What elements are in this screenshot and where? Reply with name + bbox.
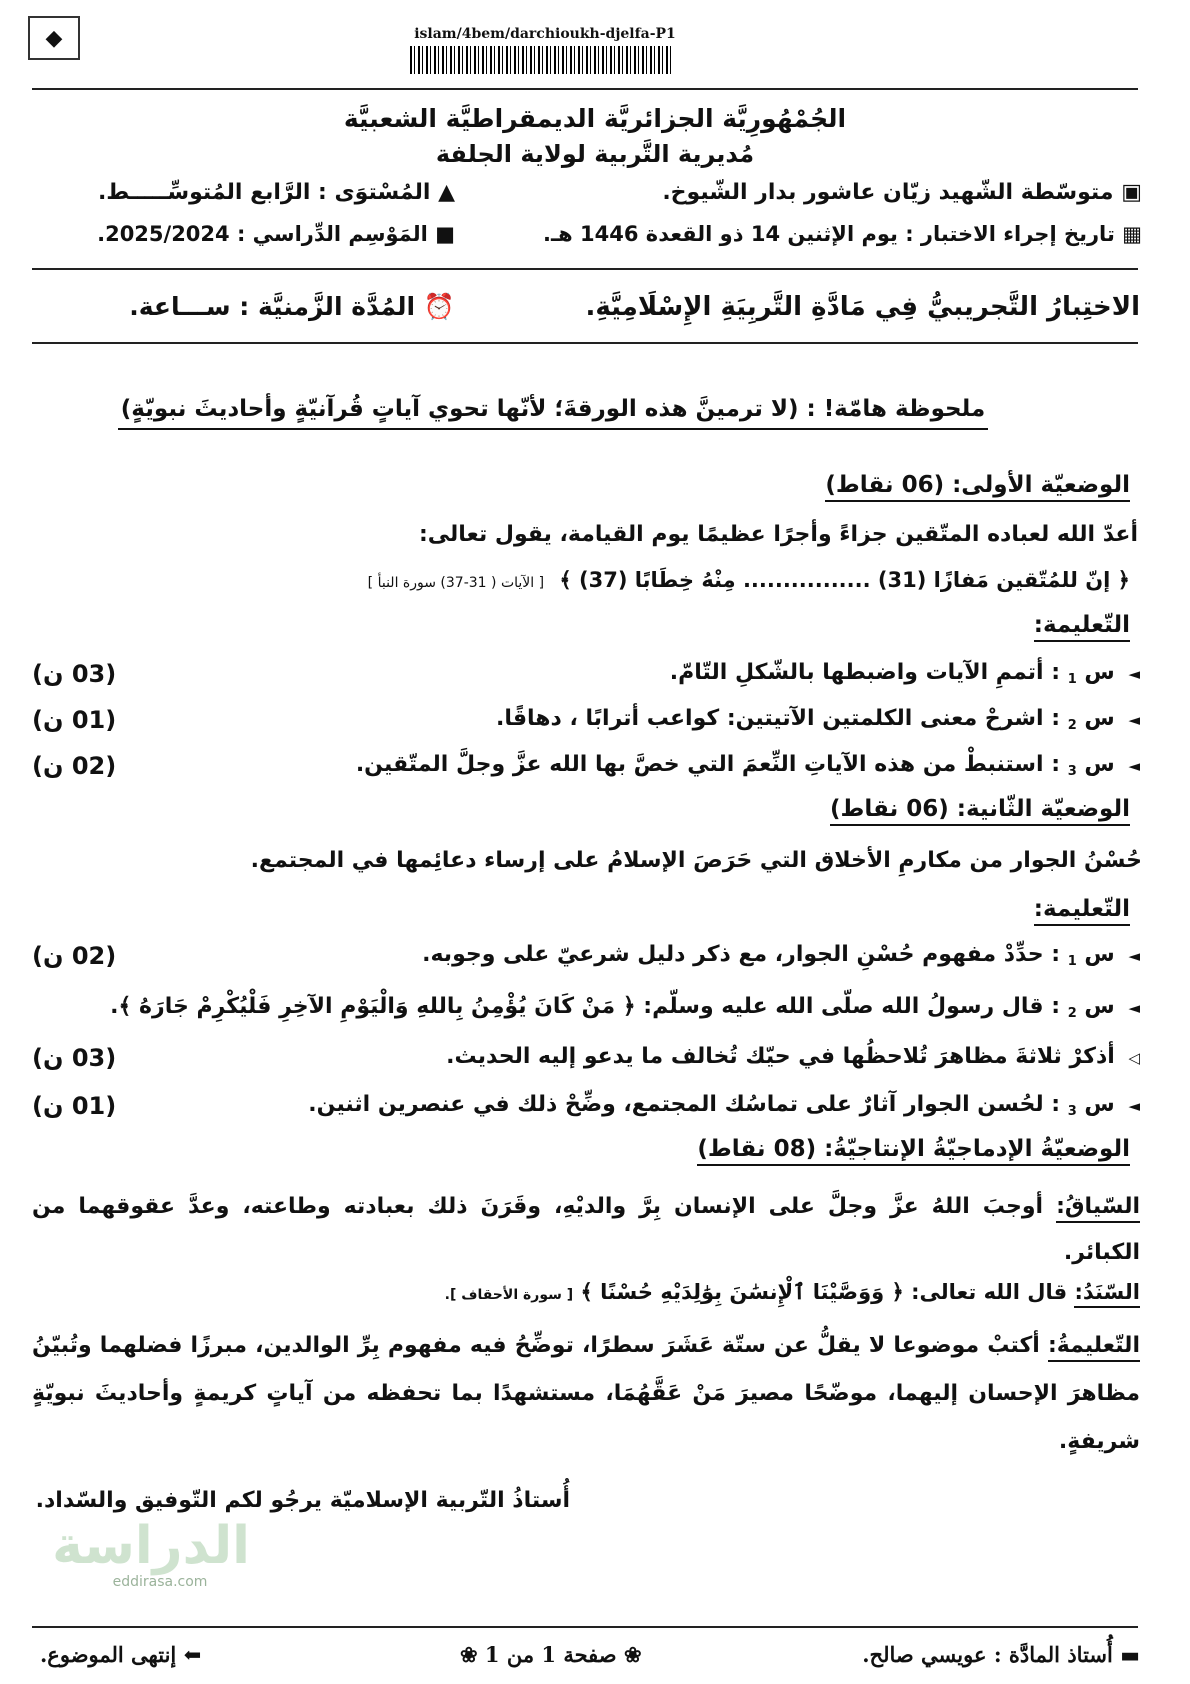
triangle-bullet-icon: ◄: [1128, 947, 1140, 965]
question-points: (03 ن): [32, 1044, 117, 1072]
question-row: [32, 942, 1140, 978]
situation1-instruction: التّعليمة:: [1034, 612, 1130, 638]
barcode: [410, 46, 672, 74]
triangle-bullet-icon: ◄: [1128, 665, 1140, 683]
triangle-bullet-icon: ◄: [1128, 999, 1140, 1017]
hollow-triangle-bullet-icon: ◁: [1128, 1049, 1140, 1067]
situation1-intro: أعدّ الله لعباده المتّقين جزاءً وأجرًا عظيمًا يوم القيامة، يقول تعالى:: [418, 522, 1138, 547]
situation3-instruction: التّعليمةُ: أكتبْ موضوعا لا يقلُّ عن ستّة عَشَرَ سطرًا، توضِّحُ فيه مفهوم بِرِّ الوالدين، مبرزًا فضلهما وتُبيّنُ مظاهرَ الإحسان إليهما، موضّحًا مصيرَ مَنْ عَقَّهُمَا، مستشهدًا بما تحفظه من آياتٍ كريمةٍ وأحاديثَ نبويّةٍ شريفةٍ.: [32, 1333, 1140, 1454]
flower-icon: ❀: [623, 1642, 642, 1667]
situation1-verse: ﴿ إنّ للمُتّقين مَفازًا (31) ................ مِنْهُ خِطَابًا (37) ﴾ [ الآيات ( 31-37) سورة النبأ ]: [367, 568, 1130, 592]
level: ▲ المُسْتوَى : الرَّابع المُتوسِّـــــط.: [97, 180, 455, 205]
triangle-bullet-icon: ◄: [1128, 1097, 1140, 1115]
calendar-icon: ▦: [1122, 222, 1142, 246]
school-season: ■ المَوْسِم الدِّراسي : 2025/2024.: [97, 222, 455, 246]
question-row: [32, 1044, 1140, 1080]
question-row: [32, 660, 1140, 696]
question-text: ◄ س $_1$ : أتممِ الآيات واضبطها بالشّكلِ التّامّ.: [669, 660, 1140, 687]
triangle-bullet-icon: ◄: [1128, 757, 1140, 775]
situation2-title: الوضعيّة الثّانية: (06 نقاط): [830, 796, 1130, 822]
situation2-intro: حُسْنُ الجوار من مكارمِ الأخلاق التي حَرَصَ الإسلامُ على إرساء دعائِمها في المجتمع.: [250, 848, 1142, 873]
teacher-name: ▬ أُستاذ المادَّة : عويسي صالح.: [862, 1642, 1140, 1667]
question-text: ◄ س $_1$ : حدِّدْ مفهوم حُسْنِ الجوار، مع ذكر دليل شرعيّ على وجوبه.: [422, 942, 1140, 969]
page-number: ❀ صفحة 1 من 1 ❀: [460, 1642, 642, 1667]
question-text: ◁ أذكرْ ثلاثةَ مظاهرَ تُلاحظُها في حيّك تُخالف ما يدعو إليه الحديث.: [446, 1044, 1140, 1069]
question-row: [32, 994, 1140, 1030]
question-text: ◄ س $_3$ : استنبطْ من هذه الآياتِ النِّعمَ التي خصَّ بها الله عزَّ وجلَّ المتّقين.: [355, 752, 1140, 779]
republic-title: الجُمْهُورِيَّة الجزائريَّة الديمقراطيَّة الشعبيَّة: [343, 104, 847, 133]
calendar-icon: ■: [435, 222, 455, 246]
situation1-title: الوضعيّة الأولى: (06 نقاط): [825, 472, 1130, 498]
situation2-instruction: التّعليمة:: [1034, 896, 1130, 922]
question-points: (01 ن): [32, 1092, 117, 1120]
question-points: (02 ن): [32, 752, 117, 780]
situation3-support: السّنَدُ: قال الله تعالى: ﴿ وَوَصَّيْنَا ٱلْإِنسَٰنَ بِوَٰلِدَيْهِ حُسْنًا ﴾ [ سورة الأحقاف ].: [445, 1280, 1140, 1304]
question-text: ◄ س $_3$ : لحُسن الجوار آثارٌ على تماسُك المجتمع، وضِّحْ ذلك في عنصرين اثنين.: [308, 1092, 1140, 1119]
briefcase-icon: ▬: [1120, 1642, 1140, 1667]
exam-date: ▦ تاريخ إجراء الاختبار : يوم الإثنين 14 ذو القعدة 1446 هـ.: [543, 222, 1142, 246]
school-name: ▣ متوسّطة الشّهيد زيّان عاشور بدار الشّيوخ.: [662, 180, 1142, 205]
logo-box: ◆: [28, 16, 80, 60]
school-icon: ▣: [1121, 180, 1142, 205]
question-points: (02 ن): [32, 942, 117, 970]
document-code: islam/4bem/darchioukh-djelfa-P1: [414, 26, 676, 42]
surah-reference: [ سورة الأحقاف ].: [444, 1287, 574, 1303]
graduate-icon: ▲: [438, 180, 455, 205]
closing-message: أُستاذُ التّربية الإسلاميّة يرجُو لكم التّوفيق والسّداد.: [35, 1488, 570, 1513]
arrow-left-icon: ⬅: [183, 1642, 202, 1667]
important-note: ملحوظة هامّة! : (لا ترمينَّ هذه الورقةَ؛ لأنّها تحوي آياتٍ قُرآنيّةٍ وأحاديثَ نبويّةٍ): [118, 396, 988, 430]
situation3-context: السّياقُ: أوجبَ اللهُ عزَّ وجلَّ على الإنسان بِرَّ والديْهِ، وقَرَنَ ذلك بعبادته وطاعته، وعدَّ عقوقهما من الكبائر.: [32, 1194, 1140, 1265]
flower-icon: ❀: [460, 1642, 478, 1667]
directorate-title: مُديرية التَّربية لولاية الجلفة: [435, 140, 755, 168]
question-row: [32, 752, 1140, 788]
clock-icon: ⏰: [423, 292, 455, 321]
triangle-bullet-icon: ◄: [1128, 711, 1140, 729]
question-points: (01 ن): [32, 706, 117, 734]
verse-reference: [ الآيات ( 31-37) سورة النبأ ]: [367, 575, 545, 591]
exam-title: الاختِبارُ التَّجريبيُّ فِي مَادَّةِ التَّربِيَةِ الإِسْلَامِيَّةِ.: [585, 292, 1140, 322]
situation3-title: الوضعيّةُ الإدماجيّةُ الإنتاجيّةُ: (08 نقاط): [697, 1136, 1130, 1162]
question-row: [32, 706, 1140, 742]
question-text: ◄ س $_2$ : قال رسولُ الله صلّى الله عليه وسلّم: ﴿ مَنْ كَانَ يُؤْمِنُ بِاللهِ وَالْيَوْمِ الآخِرِ فَلْيُكْرِمْ جَارَهُ ﴾.: [110, 994, 1140, 1021]
end-of-exam: ⬅ إنتهى الموضوع.: [40, 1642, 202, 1667]
duration: ⏰ المُدَّة الزَّمنيَّة : ســـاعة.: [129, 292, 455, 321]
question-points: (03 ن): [32, 660, 117, 688]
question-row: [32, 1092, 1140, 1128]
watermark-logo: الدراسة eddirasa.com: [52, 1516, 250, 1590]
question-text: ◄ س $_2$ : اشرحْ معنى الكلمتين الآتيتين: كواعب أترابًا ، دهاقًا.: [496, 706, 1140, 733]
